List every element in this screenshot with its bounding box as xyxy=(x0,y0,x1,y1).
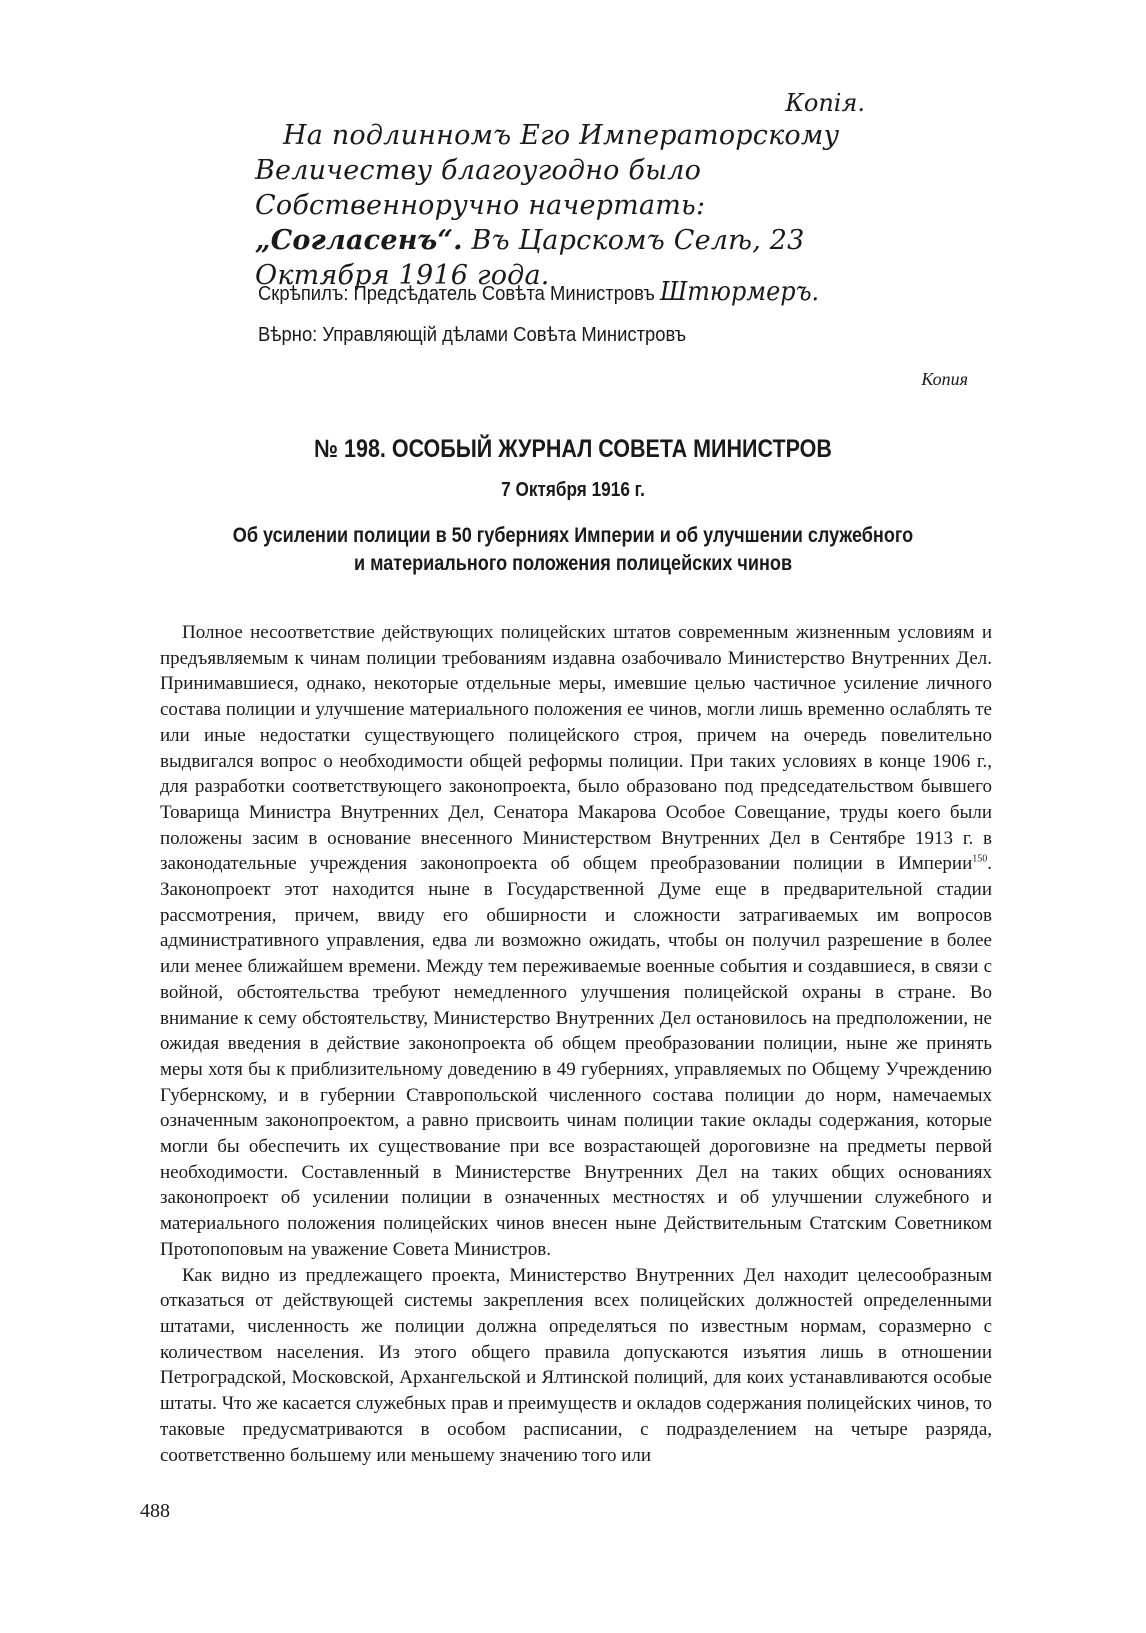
paragraph-2: Как видно из предлежащего проекта, Министерство Внутренних Дел находит целесообразным отказаться от действующей системы закрепления всех полицейских должностей определенными штатами, численность же полиции должна определяться по известным нормам, соразмерно с количеством населения. Из этого общего правила допускаются изъятия лишь в отношении Петроградской, Московской, Архангельской и Ялтинской полиций, для коих устанавливаются особые штаты. Что же касается служебных прав и преимуществ и окладов содержания полицейских чинов, то таковые предусматриваются в особом расписании, с подразделением на четыре разряда, соответственно большему или меньшему значению того или xyxy=(160,1264,992,1466)
verified-line: Вѣрно: Управляющій дѣлами Совѣта Министровъ xyxy=(258,324,687,346)
paragraph-1-text: Полное несоответствие действующих полицейских штатов современным жизненным условиям и предъявляемым к чинам полиции требованиям издавна озабочивало Министерство Внутренних Дел. Принимавшиеся, однако, некоторые отдельные меры, имевшие целью частичное усиление личного состава полиции и улучшение материального положения ее чинов, могли лишь временно ослаблять те или иные недостатки существующего полицейского строя, причем на очередь повелительно выдвигался вопрос о необходимости общей реформы полиции. При таких условиях в конце 1906 г., для разработки соответствующего законопроекта, было образовано под председательством бывшего Товарища Министра Внутренних Дел, Сенатора Макарова Особое Совещание, труды коего были положены засим в основание внесенного Министерством Внутренних Дел в Сентябре 1913 г. в законодательные учреждения законопроекта об общем преобразовании полиции в Империи xyxy=(160,622,992,875)
imperial-resolution-note xyxy=(255,118,875,293)
document-date: 7 Октября 1916 г. xyxy=(501,479,645,501)
countersigned-label: Скрѣпилъ: Предсѣдатель Совѣта Министровъ xyxy=(258,283,660,305)
subtitle-line-1: Об усилении полиции в 50 губерниях Империи и об улучшении служебного xyxy=(232,524,914,547)
body-text xyxy=(160,620,992,1468)
signature-sturmer: Штюрмеръ. xyxy=(659,277,820,307)
countersigned-line xyxy=(258,277,819,307)
paragraph-1 xyxy=(160,620,992,1263)
facsimile-resolution xyxy=(255,88,875,293)
document-subtitle xyxy=(80,522,1066,578)
resolution-text-1: На подлинномъ Его Императорскому Величеству благоугодно было Собственноручно начертать: xyxy=(255,120,840,221)
facsimile-copy-mark: Копія. xyxy=(785,89,865,117)
subtitle-line-2: и материального положения полицейских чинов xyxy=(353,552,793,575)
footnote-ref[interactable]: 150 xyxy=(972,854,988,865)
page-number: 488 xyxy=(140,1500,170,1522)
document-title: № 198. ОСОБЫЙ ЖУРНАЛ СОВЕТА МИНИСТРОВ xyxy=(314,435,832,463)
resolution-text-2: Въ Царскомъ Селѣ, 23 Октября 1916 года. xyxy=(255,225,805,291)
resolution-agreed: „Согласенъ“. xyxy=(255,225,463,256)
copy-label: Копия xyxy=(921,369,968,389)
paragraph-1-text-cont: . Законопроект этот находится ныне в Государственной Думе еще в предварительной стадии рассмотрения, причем, ввиду его обширности и сложности затрагиваемых им вопросов административного управления, едва ли возможно ожидать, чтобы он получил разрешение в более или менее ближайшем времени. Между тем переживаемые военные события и создавшиеся, в связи с войной, обстоятельства требуют немедленного улучшения полицейской охраны в стране. Во внимание к сему обстоятельству, Министерство Внутренних Дел остановилось на предположении, не ожидая введения в действие законопроекта об общем преобразовании полиции, ныне же принять меры хотя бы к приблизительному доведению в 49 губерниях, управляемых по Общему Учреждению Губернскому, и в губернии Ставропольской численного состава полиции до норм, намечаемых означенным законопроектом, а равно присвоить чинам полиции такие оклады содержания, которые могли бы обеспечить их существование при все возрастающей дороговизне на предметы первой необходимости. Составленный в Министерстве Внутренних Дел на таких общих основаниях законопроект об усилении полиции в означенных местностях и об улучшении служебного и материального положения полицейских чинов внесен ныне Действительным Статским Советником Протопоповым на уважение Совета Министров. xyxy=(160,853,992,1260)
